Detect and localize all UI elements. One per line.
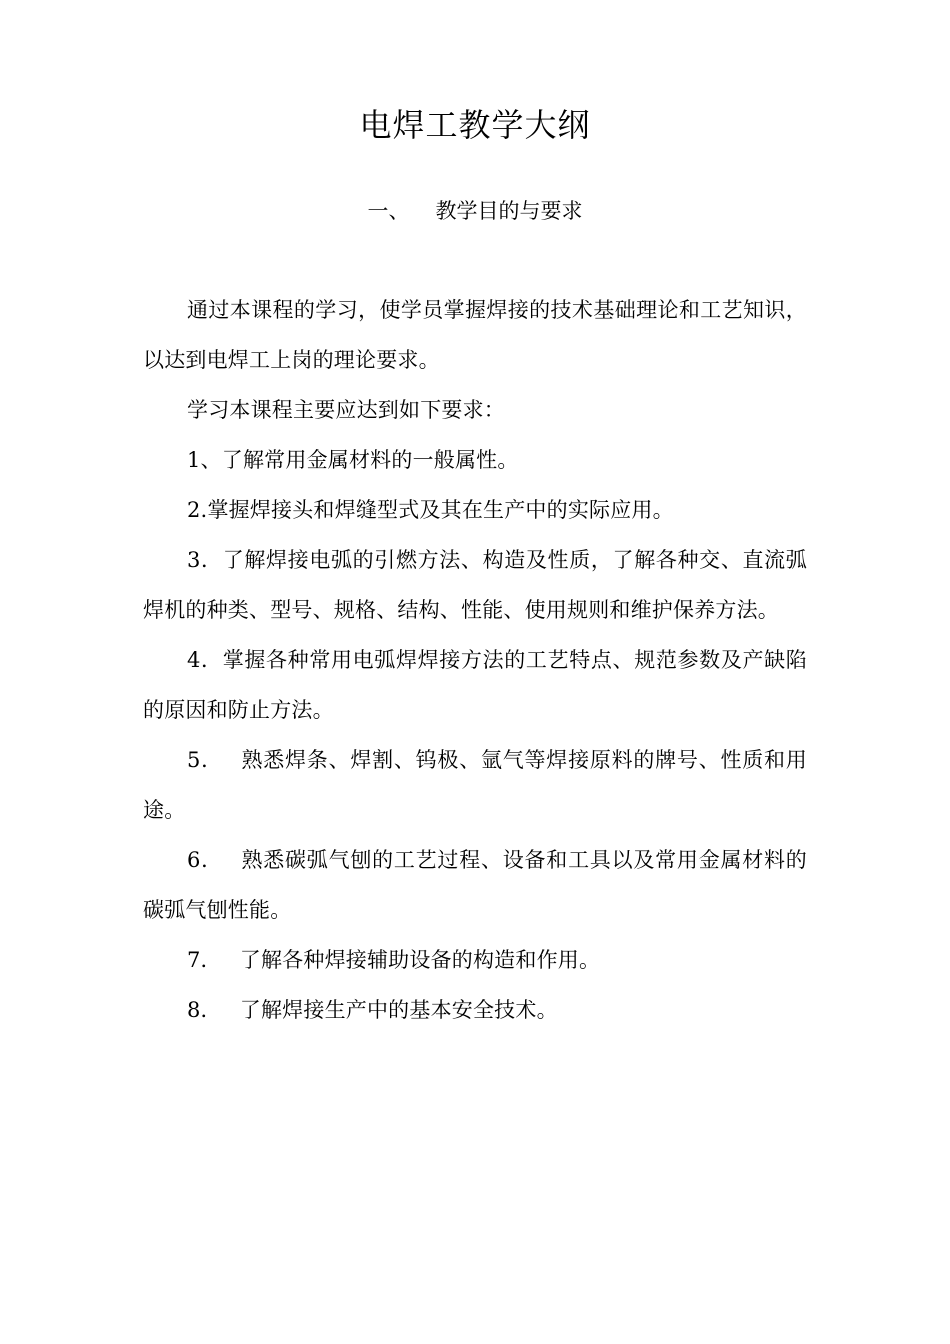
item-text: 熟悉焊条、焊割、钨极、氩气等焊接原料的牌号、性质和用途。 bbox=[143, 748, 807, 822]
item-number: 4． bbox=[187, 648, 223, 672]
requirement-item-4 bbox=[143, 635, 807, 735]
item-text: 了解各种焊接辅助设备的构造和作用。 bbox=[239, 948, 601, 972]
item-text: 熟悉碳弧气刨的工艺过程、设备和工具以及常用金属材料的碳弧气刨性能。 bbox=[143, 848, 807, 922]
requirement-item-6 bbox=[143, 835, 807, 935]
item-number: 8． bbox=[187, 998, 222, 1022]
paragraph-requirements-intro bbox=[143, 385, 807, 435]
requirement-item-2 bbox=[143, 485, 807, 535]
item-number: 6． bbox=[187, 848, 223, 872]
paragraph-text: 学习本课程主要应达到如下要求： bbox=[187, 398, 505, 422]
item-text: 掌握焊接头和焊缝型式及其在生产中的实际应用。 bbox=[207, 498, 674, 522]
requirement-item-3 bbox=[143, 535, 807, 635]
item-text: 掌握各种常用电弧焊焊接方法的工艺特点、规范参数及产缺陷的原因和防止方法。 bbox=[143, 648, 807, 722]
section-heading bbox=[0, 196, 950, 226]
item-text: 了解焊接电弧的引燃方法、构造及性质，了解各种交、直流弧焊机的种类、型号、规格、结构、性能、使用规则和维护保养方法。 bbox=[143, 548, 807, 622]
document-body bbox=[143, 285, 807, 1035]
item-text: 了解常用金属材料的一般属性。 bbox=[221, 448, 519, 472]
document-title: 电焊工教学大纲 bbox=[359, 106, 591, 144]
item-number: 1、 bbox=[187, 448, 222, 472]
requirement-item-7 bbox=[143, 935, 807, 985]
requirement-item-8 bbox=[143, 985, 807, 1035]
requirement-item-1 bbox=[143, 435, 807, 485]
section-heading-text: 教学目的与要求 bbox=[435, 199, 583, 223]
item-number: 5． bbox=[187, 748, 223, 772]
item-number: 3． bbox=[187, 548, 223, 572]
paragraph-intro bbox=[143, 285, 807, 385]
section-number: 一、 bbox=[367, 199, 410, 223]
item-number: 2. bbox=[187, 498, 208, 522]
item-text: 了解焊接生产中的基本安全技术。 bbox=[239, 998, 558, 1022]
requirement-item-5 bbox=[143, 735, 807, 835]
item-number: 7． bbox=[187, 948, 222, 972]
paragraph-text: 通过本课程的学习，使学员掌握焊接的技术基础理论和工艺知识，以达到电焊工上岗的理论要求。 bbox=[143, 298, 807, 372]
